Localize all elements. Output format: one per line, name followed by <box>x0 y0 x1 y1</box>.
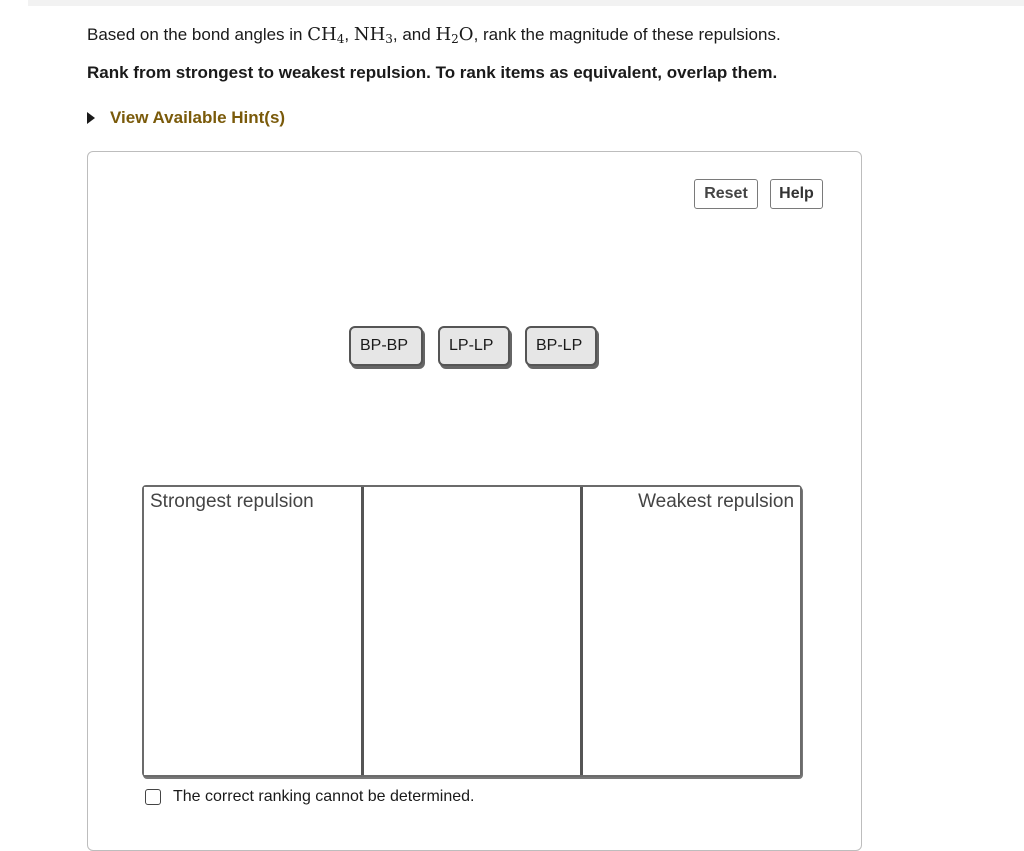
rank-slot-1[interactable] <box>144 487 364 775</box>
item-lp-lp[interactable]: LP-LP <box>438 326 510 366</box>
checkbox-icon[interactable] <box>145 789 161 805</box>
question-text: Based on the bond angles in $CH_4$, $NH_3$, and $H_2O$, rank the magnitude of these repulsions. <box>87 24 781 46</box>
instruction-text: Rank from strongest to weakest repulsion. To rank items as equivalent, overlap them. <box>87 63 778 82</box>
rank-slot-3[interactable] <box>583 487 800 775</box>
formula-h2o: $H_2O$ <box>435 24 474 46</box>
item-bp-bp[interactable]: BP-BP <box>349 326 423 366</box>
draggable-items <box>349 326 597 366</box>
top-strip <box>28 0 1024 6</box>
strongest-label: Strongest repulsion <box>146 489 318 515</box>
ranking-drop-zone <box>142 485 802 777</box>
view-hints-toggle[interactable] <box>87 108 285 128</box>
formula-nh3: $NH_3$ <box>353 24 393 46</box>
triangle-right-icon <box>87 112 95 124</box>
cannot-determine-option[interactable] <box>145 788 475 806</box>
cannot-determine-label: The correct ranking cannot be determined. <box>173 788 475 805</box>
formula-ch4: $CH_4$ <box>307 24 345 46</box>
weakest-label: Weakest repulsion <box>634 489 798 515</box>
reset-button[interactable]: Reset <box>694 179 758 209</box>
help-button[interactable]: Help <box>770 179 823 209</box>
item-bp-lp[interactable]: BP-LP <box>525 326 597 366</box>
view-hints-label: View Available Hint(s) <box>110 108 286 127</box>
rank-slot-2[interactable] <box>364 487 584 775</box>
